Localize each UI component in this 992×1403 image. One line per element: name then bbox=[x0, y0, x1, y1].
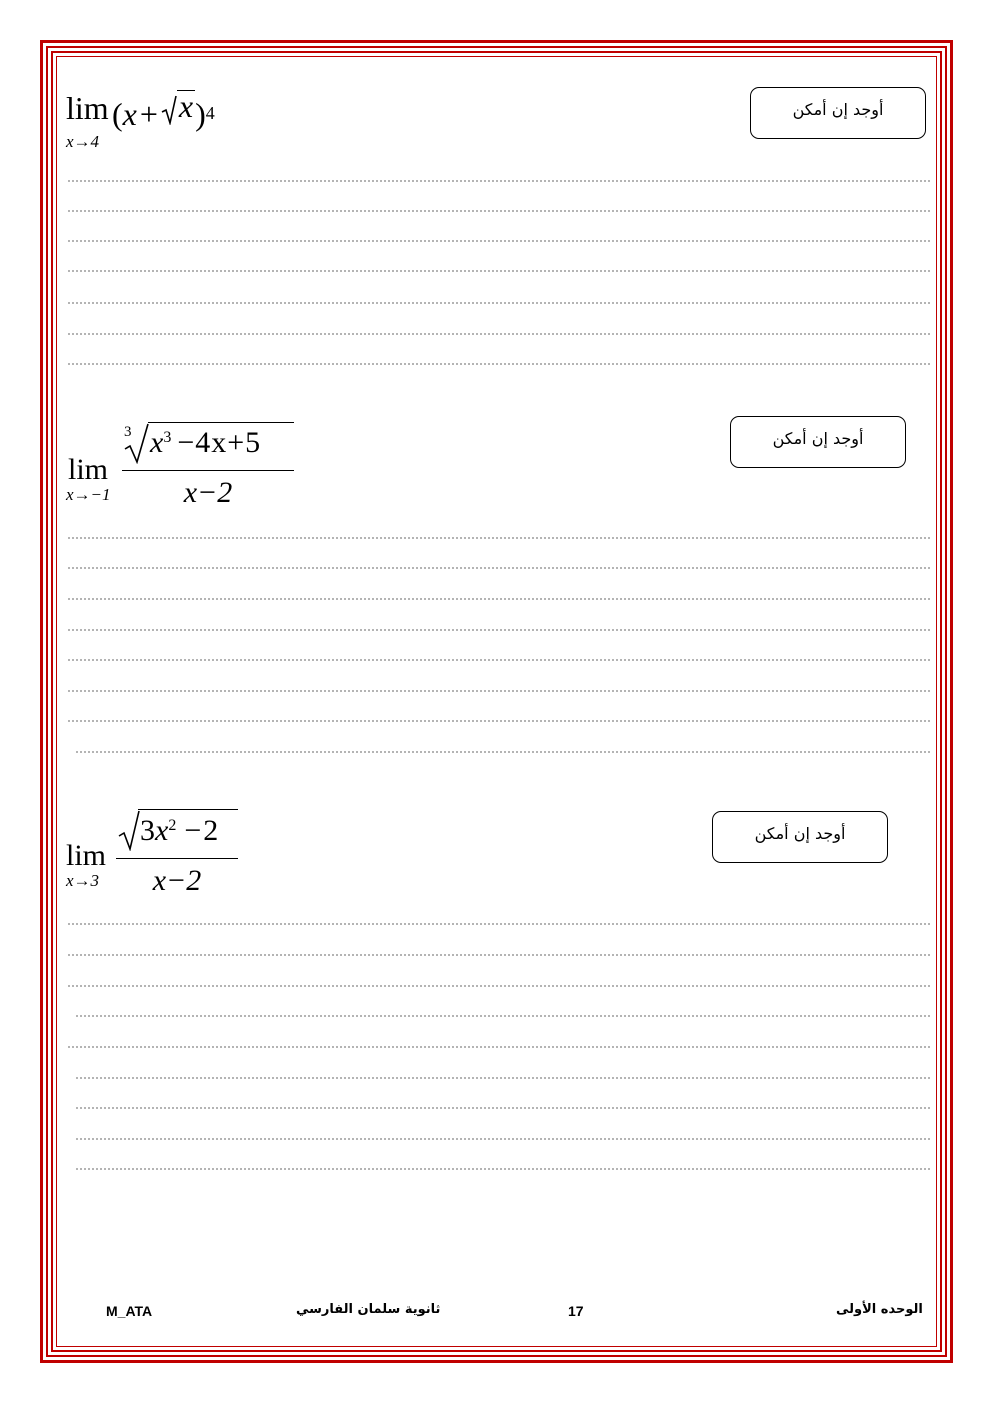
numerator-2 bbox=[122, 420, 294, 466]
answer-line bbox=[68, 690, 930, 692]
plus-sign: + bbox=[139, 96, 158, 132]
answer-line bbox=[68, 270, 930, 272]
vinculum-3 bbox=[138, 809, 238, 810]
footer-page-number: 17 bbox=[568, 1303, 584, 1319]
instruction-text-2: أوجد إن أمكن bbox=[772, 429, 864, 448]
answer-line bbox=[68, 537, 930, 539]
answer-line bbox=[68, 720, 930, 722]
var-x: x bbox=[150, 426, 164, 459]
instruction-text-3: أوجد إن أمكن bbox=[754, 824, 846, 843]
limit-expression-3 bbox=[66, 806, 256, 901]
sqrt-radicand: x bbox=[178, 88, 194, 124]
limit-expression-2 bbox=[66, 420, 306, 515]
lim-word-3: lim bbox=[66, 839, 107, 872]
fraction-bar-3 bbox=[116, 858, 238, 859]
answer-line bbox=[68, 363, 930, 365]
lim-word-1: lim bbox=[66, 90, 109, 126]
numerator-3 bbox=[118, 806, 238, 854]
lim-subscript-2: x→−1 bbox=[66, 485, 111, 504]
close-paren: ) bbox=[195, 96, 206, 132]
answer-line bbox=[76, 1138, 930, 1140]
denominator-3: x−2 bbox=[152, 864, 202, 897]
radicand-2 bbox=[150, 426, 261, 460]
answer-line bbox=[68, 180, 930, 182]
page-border-2 bbox=[46, 46, 947, 1357]
answer-line bbox=[68, 333, 930, 335]
sqrt-1 bbox=[161, 88, 195, 124]
instruction-box-1 bbox=[750, 87, 926, 139]
answer-line bbox=[68, 210, 930, 212]
lim-subscript-3: x→3 bbox=[66, 871, 100, 890]
answer-line bbox=[68, 1046, 930, 1048]
var-x: x bbox=[122, 96, 137, 132]
answer-line bbox=[68, 954, 930, 956]
answer-line bbox=[76, 1168, 930, 1170]
var-x: x bbox=[155, 814, 169, 847]
page-border-outer bbox=[40, 40, 953, 1363]
lim-subscript-1: x→4 bbox=[66, 132, 100, 151]
footer-author: M_ATA bbox=[106, 1303, 153, 1319]
radical-sign-icon bbox=[161, 95, 177, 125]
answer-line bbox=[68, 985, 930, 987]
answer-line bbox=[68, 302, 930, 304]
radicand-rest: −2 bbox=[184, 814, 221, 847]
instruction-text-1: أوجد إن أمكن bbox=[792, 100, 884, 119]
denominator-2: x−2 bbox=[183, 476, 233, 509]
cube-root-sign-icon bbox=[122, 422, 150, 464]
coefficient: 3 bbox=[140, 814, 155, 847]
answer-line bbox=[68, 629, 930, 631]
footer-unit: الوحده الأولى bbox=[836, 1302, 923, 1317]
lim-body-1 bbox=[112, 90, 215, 133]
answer-line bbox=[68, 567, 930, 569]
lim-word-2: lim bbox=[68, 453, 109, 486]
answer-line bbox=[76, 751, 930, 753]
answer-line bbox=[68, 923, 930, 925]
exponent-2: 2 bbox=[168, 817, 177, 834]
exponent-3: 3 bbox=[163, 429, 172, 446]
answer-line bbox=[76, 1107, 930, 1109]
footer-school: ثانوية سلمان الفارسي bbox=[296, 1302, 441, 1317]
fraction-bar-2 bbox=[122, 470, 294, 471]
radicand-3 bbox=[140, 814, 220, 848]
vinculum-2 bbox=[148, 422, 294, 423]
root-index: 3 bbox=[124, 424, 132, 440]
answer-line bbox=[76, 1077, 930, 1079]
answer-line bbox=[68, 598, 930, 600]
instruction-box-2 bbox=[730, 416, 906, 468]
answer-line bbox=[76, 1015, 930, 1017]
instruction-box-3 bbox=[712, 811, 888, 863]
open-paren: ( bbox=[112, 96, 123, 132]
page-border-3 bbox=[51, 51, 942, 1352]
power-exponent: 4 bbox=[205, 103, 215, 123]
answer-line bbox=[68, 659, 930, 661]
answer-line bbox=[68, 240, 930, 242]
radicand-rest: −4x+5 bbox=[177, 426, 262, 459]
page-border-inner bbox=[56, 56, 937, 1347]
radical-sign-icon bbox=[118, 809, 140, 851]
